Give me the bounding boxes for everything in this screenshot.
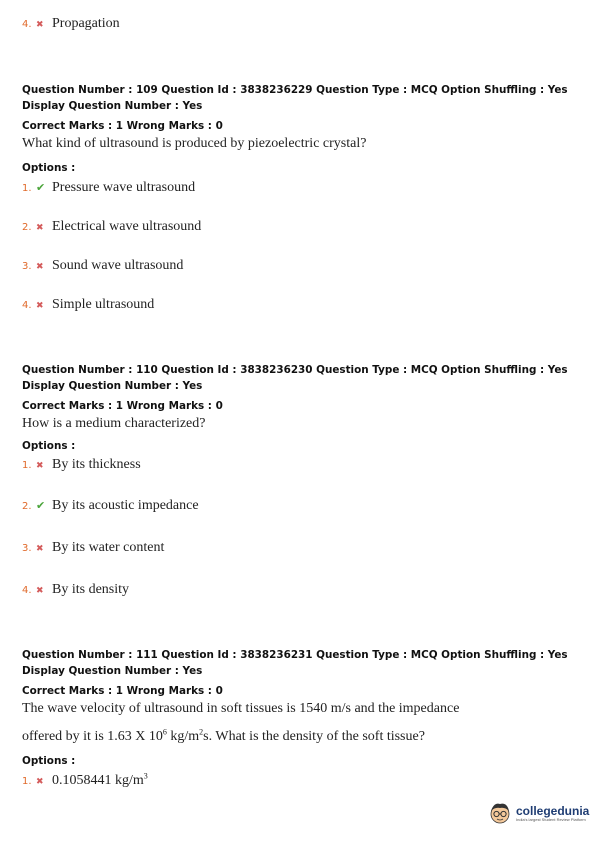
q109-meta-line2: Display Question Number : Yes — [22, 100, 203, 112]
mascot-icon — [488, 800, 512, 826]
cross-icon: ✖ — [36, 776, 44, 786]
option-text: Sound wave ultrasound — [52, 258, 184, 273]
q110-question: How is a medium characterized? — [22, 416, 206, 431]
q109-meta — [22, 82, 582, 114]
cross-icon: ✖ — [36, 543, 44, 553]
q111-meta — [22, 647, 582, 679]
q111-meta-line1: Question Number : 111 Question Id : 3838236231 Question Type : MCQ Option Shuffling : Yes — [22, 649, 568, 661]
option-number: 1. — [22, 776, 32, 787]
q110-meta-line2: Display Question Number : Yes — [22, 380, 203, 392]
question-text-part: offered by it is 1.63 X 10 — [22, 729, 163, 744]
q111-option-1 — [22, 773, 148, 789]
q109-option-3 — [22, 258, 183, 274]
option-text: Electrical wave ultrasound — [52, 219, 202, 234]
q110-option-4 — [22, 582, 129, 598]
q110-options-label: Options : — [22, 440, 76, 452]
option-text — [52, 773, 148, 789]
q109-option-4 — [22, 297, 154, 313]
cross-icon: ✖ — [36, 261, 44, 271]
option-text-part: 0.1058441 kg/m — [52, 773, 144, 788]
superscript: 3 — [143, 771, 148, 781]
q109-option-2 — [22, 219, 201, 235]
q111-question-line2 — [22, 729, 425, 745]
q110-meta — [22, 362, 582, 394]
question-text-part: kg/m — [166, 729, 200, 744]
q110-marks: Correct Marks : 1 Wrong Marks : 0 — [22, 400, 223, 412]
check-icon: ✔ — [36, 500, 46, 512]
option-number: 4. — [22, 19, 32, 30]
option-text: Pressure wave ultrasound — [52, 180, 196, 195]
q111-meta-line2: Display Question Number : Yes — [22, 665, 203, 677]
prev-option-4 — [22, 16, 120, 32]
option-number: 2. — [22, 501, 32, 512]
q111-marks: Correct Marks : 1 Wrong Marks : 0 — [22, 685, 223, 697]
q109-meta-line1: Question Number : 109 Question Id : 3838236229 Question Type : MCQ Option Shuffling : Yes — [22, 84, 568, 96]
option-text: By its density — [52, 582, 130, 597]
option-number: 2. — [22, 222, 32, 233]
option-number: 1. — [22, 460, 32, 471]
cross-icon: ✖ — [36, 19, 44, 29]
option-text: Propagation — [52, 16, 120, 31]
option-text: By its water content — [52, 540, 165, 555]
q109-marks: Correct Marks : 1 Wrong Marks : 0 — [22, 120, 223, 132]
option-text: By its acoustic impedance — [52, 498, 199, 513]
superscript: 6 — [162, 727, 167, 737]
q110-option-2 — [22, 498, 199, 514]
logo-name: collegedunia — [516, 803, 590, 818]
logo-tagline: India's largest Student Review Platform — [516, 816, 586, 822]
q110-option-1 — [22, 457, 141, 473]
superscript: 2 — [199, 727, 204, 737]
q111-options-label: Options : — [22, 755, 76, 767]
q109-options-label: Options : — [22, 162, 76, 174]
q111-question-line1: The wave velocity of ultrasound in soft tissues is 1540 m/s and the impedance — [22, 701, 460, 716]
q109-option-1 — [22, 180, 195, 196]
option-number: 3. — [22, 543, 32, 554]
question-text-part: s. What is the density of the soft tissue? — [203, 729, 425, 744]
option-number: 4. — [22, 585, 32, 596]
collegedunia-logo — [488, 800, 589, 826]
q109-question: What kind of ultrasound is produced by piezoelectric crystal? — [22, 136, 367, 151]
cross-icon: ✖ — [36, 585, 44, 595]
option-text: Simple ultrasound — [52, 297, 155, 312]
check-icon: ✔ — [36, 182, 46, 194]
option-text: By its thickness — [52, 457, 141, 472]
option-number: 4. — [22, 300, 32, 311]
q110-meta-line1: Question Number : 110 Question Id : 3838236230 Question Type : MCQ Option Shuffling : Yes — [22, 364, 568, 376]
q110-option-3 — [22, 540, 164, 556]
cross-icon: ✖ — [36, 222, 44, 232]
option-number: 1. — [22, 183, 32, 194]
logo-text-block — [516, 805, 589, 822]
option-number: 3. — [22, 261, 32, 272]
cross-icon: ✖ — [36, 300, 44, 310]
cross-icon: ✖ — [36, 460, 44, 470]
